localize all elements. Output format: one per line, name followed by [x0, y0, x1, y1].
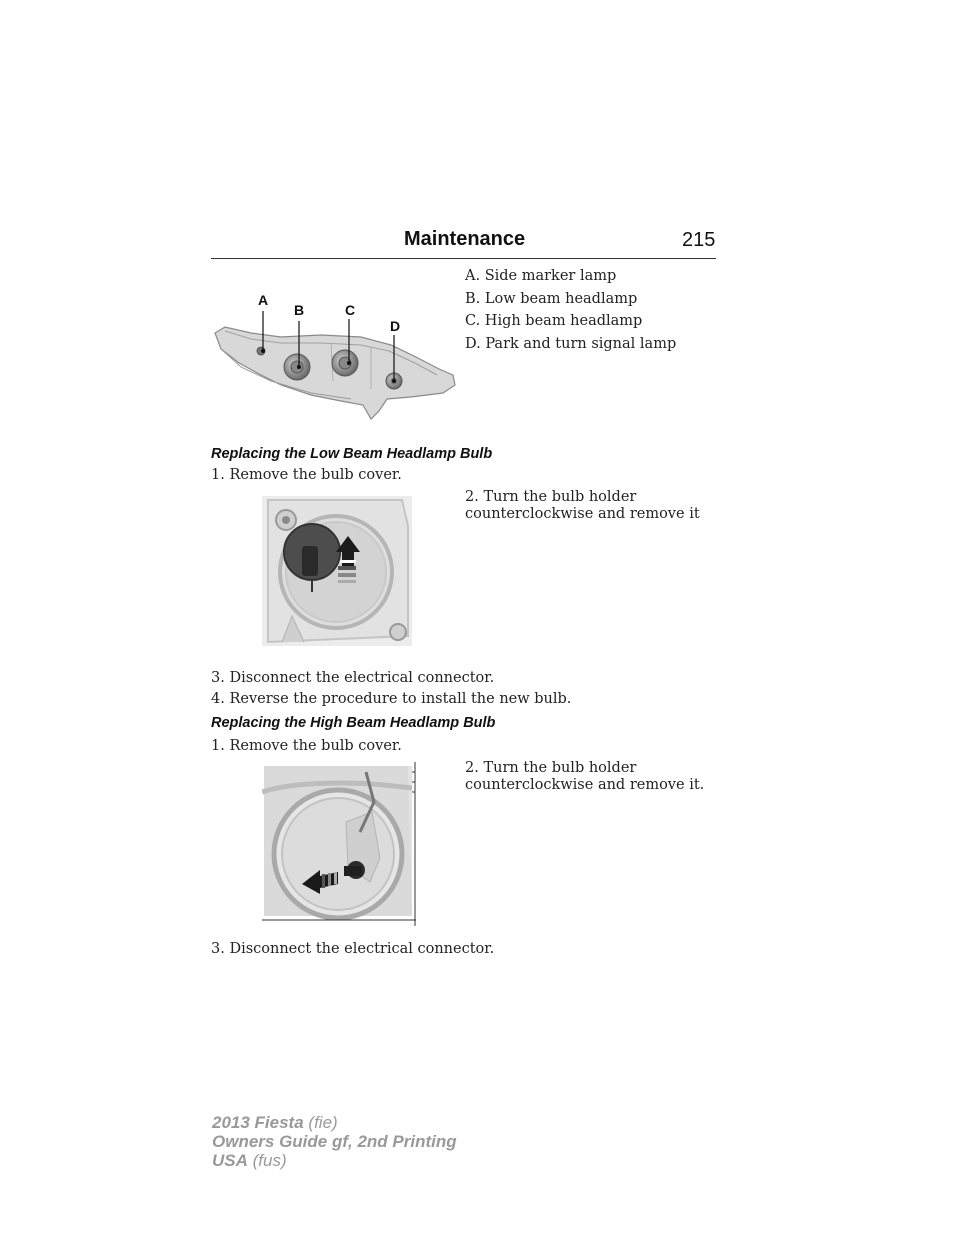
low-beam-heading: Replacing the Low Beam Headlamp Bulb [211, 446, 493, 462]
footer-model: 2013 Fiesta [212, 1113, 304, 1132]
high-beam-step-1: 1. Remove the bulb cover. [211, 738, 402, 754]
high-beam-heading: Replacing the High Beam Headlamp Bulb [211, 715, 496, 731]
figure-legend [465, 268, 715, 359]
legend-item: A. Side marker lamp [465, 268, 617, 284]
high-beam-step-3: 3. Disconnect the electrical connector. [211, 941, 495, 957]
low-beam-step-4: 4. Reverse the procedure to install the new bulb. [211, 691, 572, 707]
low-beam-step-1: 1. Remove the bulb cover. [211, 467, 402, 483]
legend-item: C. High beam headlamp [465, 313, 643, 330]
legend-item: B. Low beam headlamp [465, 290, 638, 307]
high-beam-step-2: 2. Turn the bulb holder counterclockwise and remove it. [465, 760, 705, 793]
low-beam-bulb-figure [262, 496, 412, 646]
high-beam-bulb-figure [262, 762, 418, 928]
low-beam-step-2: 2. Turn the bulb holder counterclockwise and remove it [465, 489, 700, 522]
legend-item: D. Park and turn signal lamp [465, 336, 677, 353]
callout-d: D [390, 318, 401, 334]
footer-model-code: (fie) [308, 1113, 338, 1132]
footer-market-code: (fus) [252, 1151, 287, 1170]
callout-b: B [294, 302, 305, 318]
headlamp-assembly-figure [211, 285, 461, 423]
page-section-title: Maintenance [404, 228, 526, 250]
callout-c: C [345, 302, 356, 318]
low-beam-step-3: 3. Disconnect the electrical connector. [211, 670, 495, 686]
callout-a: A [258, 292, 269, 308]
footer-market: USA [212, 1151, 248, 1170]
footer-guide: Owners Guide gf, 2nd Printing [212, 1132, 457, 1151]
header-divider [211, 258, 716, 259]
page-number: 215 [682, 229, 716, 251]
document-footer [212, 1113, 457, 1170]
